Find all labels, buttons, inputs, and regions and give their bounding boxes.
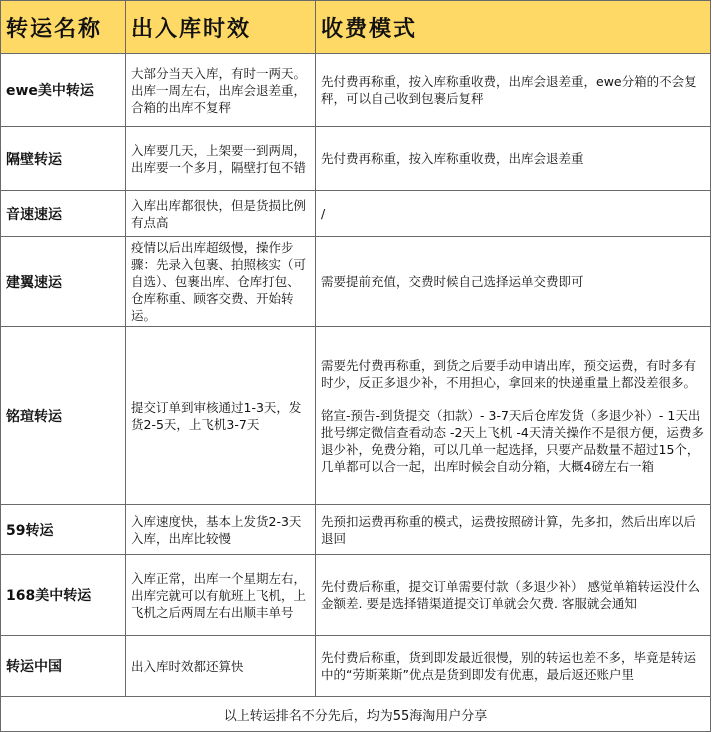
fee-cell [316,127,711,191]
table-row [1,636,711,697]
transfer-name: 59转运 [1,505,126,555]
timing-cell: 疫情以后出库超级慢，操作步骤：先录入包裹、拍照核实（可自选）、包裹出库、仓库打包、仓库称重、顾客交费、开始转运。 [126,237,316,327]
timing-cell: 出入库时效都还算快 [126,636,316,697]
header-timing: 出入库时效 [126,1,316,54]
fee-text: 铭宣-预告-到货提交（扣款）- 3-7天后仓库发货（多退少补）- 1天出批号绑定微信查看动态 -2天上飞机 -4天清关操作不是很方便，运费多退少补，免费分箱，可以几单一起选择，只要产品数量不超过15个，几单都可以合一起，出库时候会自动分箱，大概4磅左右一箱 [321,407,704,474]
fee-text: 需要先付费再称重，到货之后要手动申请出库，预交运费，有时多有时少，反正多退少补，不用担心，拿回来的快递重量上都没差很多。 [321,357,697,390]
table-row [1,127,711,191]
fee-text: 先付费再称重，按入库称重收费，出库会退差重，ewe分箱的不会复秤，可以自己收到包裹后复秤 [321,74,697,106]
table-row [1,555,711,636]
transfer-name: 168美中转运 [1,555,126,636]
transfer-name: 转运中国 [1,636,126,697]
fee-cell [316,555,711,636]
fee-text: 先预扣运费再称重的模式，运费按照磅计算，先多扣，然后出库以后退回 [321,513,697,546]
transfer-name: ewe美中转运 [1,54,126,127]
table-row [1,191,711,237]
fee-text: 先付费后称重，货到即发最近很慢，别的转运也差不多，毕竟是转运中的“劳斯莱斯”优点是货到即发有优惠，最后返还账户里 [321,650,697,682]
header-name: 转运名称 [1,1,126,54]
fee-text: 先付费再称重，按入库称重收费，出库会退差重 [321,151,584,166]
table-row [1,327,711,505]
fee-cell [316,191,711,237]
fee-cell [316,237,711,327]
footer-row [1,697,711,732]
timing-cell: 入库要几天，上架要一到两周，出库要一个多月，隔壁打包不错 [126,127,316,191]
timing-cell: 入库出库都很快，但是货损比例有点高 [126,191,316,237]
fee-cell [316,636,711,697]
fee-text: 先付费后称重，提交订单需要付款（多退少补） 感觉单箱转运没什么金额差. 要是选择错渠道提交订单就会欠费. 客服就会通知 [321,579,700,611]
fee-cell [316,54,711,127]
fee-text: 需要提前充值，交费时候自己选择运单交费即可 [321,274,584,289]
fee-text: / [321,206,326,221]
transfer-name: 音速速运 [1,191,126,237]
timing-cell: 入库速度快，基本上发货2-3天入库，出库比较慢 [126,505,316,555]
transfer-name: 隔壁转运 [1,127,126,191]
transfer-name: 铭瑄转运 [1,327,126,505]
header-fee: 收费模式 [316,1,711,54]
footer-note: 以上转运排名不分先后，均为55海淘用户分享 [1,697,711,732]
table-row [1,505,711,555]
transfer-name: 建翼速运 [1,237,126,327]
timing-cell: 入库正常，出库一个星期左右，出库完就可以有航班上飞机，上飞机之后两周左右出顺丰单号 [126,555,316,636]
timing-cell: 提交订单到审核通过1-3天，发货2-5天，上飞机3-7天 [126,327,316,505]
table-row [1,54,711,127]
timing-cell: 大部分当天入库，有时一两天。出库一周左右，出库会退差重，合箱的出库不复秤 [126,54,316,127]
table-row [1,237,711,327]
fee-cell [316,505,711,555]
fee-cell [316,327,711,505]
header-row [1,1,711,54]
